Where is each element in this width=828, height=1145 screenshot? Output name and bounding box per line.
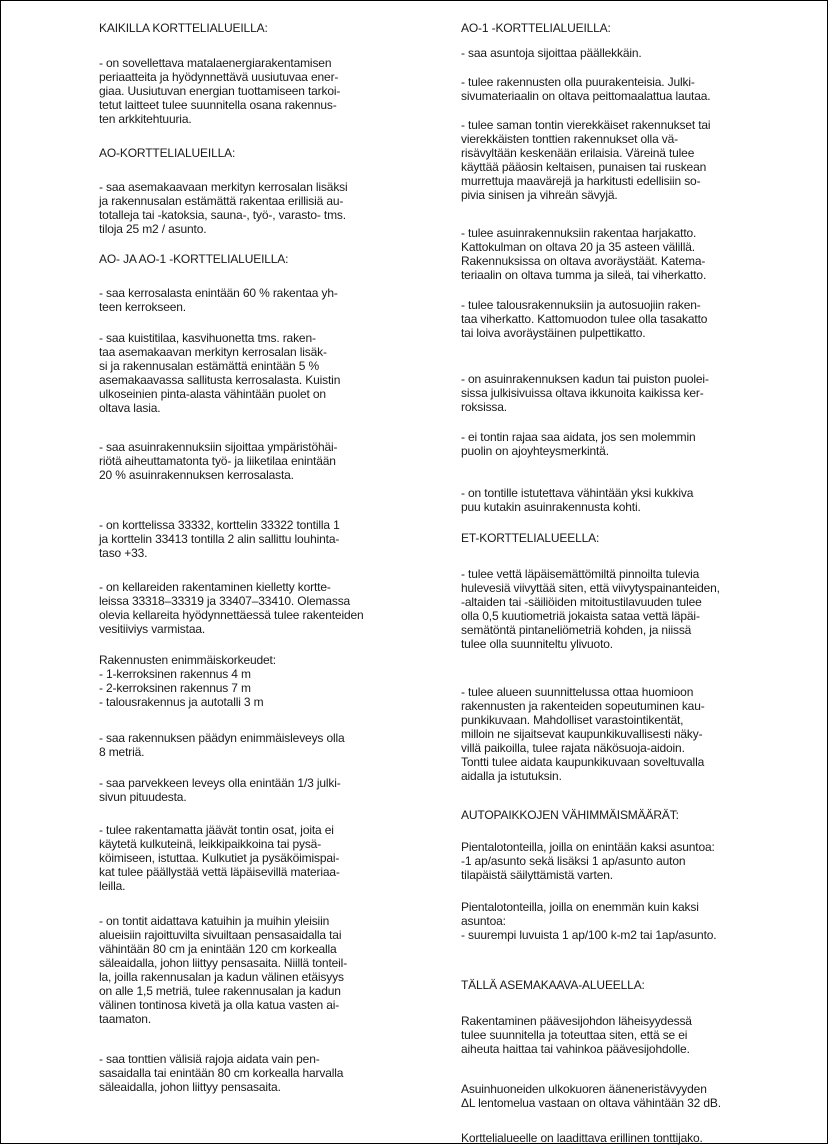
paragraph: - on kellareiden rakentaminen kielletty kortte- leissa 33318–33319 ja 33407–33410. Olemassa olevia kellareita hyödynnettäessä tulee rakenteiden vesitiiviys varmistaa.: [99, 580, 364, 636]
paragraph: - on tontit aidattava katuihin ja muihin yleisiin alueisiin rajoittuvilta sivuiltaan pensasaidalla tai vähintään 80 cm ja enintään 120 cm korkealla säleaidalla, johon liittyy pensasaita. Niillä tonteil- la, joilla rakennusalan ja kadun välinen etäisyys on alle 1,5 metriä, tulee rakennusalan ja kadun välinen tontinosa kivetä ja olla katua vasten ai- taamaton.: [99, 914, 348, 1026]
paragraph: - tulee asuinrakennuksiin rakentaa harjakatto. Kattokulman on oltava 20 ja 35 asteen välillä. Rakennuksissa on oltava avoräystäät. Katema- teriaalin on oltava tumma ja sileä, tai viherkatto.: [461, 226, 707, 282]
section-heading: ET-KORTTELIALUEELLA:: [461, 531, 600, 545]
paragraph: - on asuinrakennuksen kadun tai puiston puolei- sissa julkisivuissa oltava ikkunoita kaikissa ker- roksissa.: [461, 372, 709, 414]
paragraph: - tulee rakennusten olla puurakenteisia. Julki- sivumateriaalin on oltava peittomaalattua lautaa.: [461, 75, 711, 103]
paragraph: - on sovellettava matalaenergiarakentamisen periaatteita ja hyödynnettävä uusiutuvaa ener- giaa. Uusiutuvan energian tuottamiseen tarkoi- tetut laitteet tulee suunnitella osana rakennus- ten arkkitehtuuria.: [99, 56, 341, 126]
paragraph: - on korttelissa 33332, korttelin 33322 tontilla 1 ja korttelin 33413 tontilla 2 alin sallittu louhinta- taso +33.: [99, 518, 340, 560]
paragraph: - tulee rakentamatta jäävät tontin osat, joita ei käytetä kulkuteinä, leikkipaikkoina tai pysä- köimiseen, istuttaa. Kulkutiet ja pysäköimispai- kat tulee päällystää vettä läpäisevillä materiaa- leilla.: [99, 823, 340, 893]
section-heading: AO-KORTTELIALUEILLA:: [99, 146, 236, 160]
section-heading: KAIKILLA KORTTELIALUEILLA:: [99, 21, 268, 35]
paragraph: - saa kerrosalasta enintään 60 % rakentaa yh- teen kerrokseen.: [99, 286, 338, 314]
paragraph: - saa asemakaavaan merkityn kerrosalan lisäksi ja rakennusalan estämättä rakentaa erillisiä au- totalleja tai -katoksia, sauna-, työ-, varasto- tms. tiloja 25 m2 / asunto.: [99, 180, 348, 236]
paragraph: - saa rakennuksen päädyn enimmäisleveys olla 8 metriä.: [99, 731, 345, 759]
section-heading: TÄLLÄ ASEMAKAAVA-ALUEELLA:: [461, 978, 645, 992]
paragraph: Pientalotonteilla, joilla on enemmän kuin kaksi asuntoa: - suurempi luvuista 1 ap/100 k-m2 tai 1ap/asunto.: [461, 900, 717, 942]
paragraph: Korttelialueelle on laadittava erillinen tonttijako.: [461, 1131, 703, 1145]
paragraph: Asuinhuoneiden ulkokuoren ääneneristävyyden ΔL lentomelua vastaan on oltava vähintään 32 dB.: [461, 1082, 721, 1110]
paragraph: - saa kuistitilaa, kasvihuonetta tms. raken- taa asemakaavan merkityn kerrosalan lisäk- si ja rakennusalan estämättä enintään 5 % asemakaavassa sallitusta kerrosalasta. Kuistin ulkoseinien pinta-alasta vähintään puolet on oltava lasia.: [99, 331, 341, 415]
paragraph: Rakennusten enimmäiskorkeudet: - 1-kerroksinen rakennus 4 m - 2-kerroksinen rakennus 7 m - talousrakennus ja autotalli 3 m: [99, 653, 276, 709]
paragraph: - tulee vettä läpäisemättömiltä pinnoilta tulevia hulevesiä viivyttää siten, että viivytyspainanteiden, -altaiden tai -säiliöiden mitoitustilavuuden tulee olla 0,5 kuutiometriä jokaista sataa vettä läpäi- semätöntä pintaneliömetriä kohden, ja niissä tulee olla suunniteltu ylivuoto.: [461, 567, 720, 651]
paragraph: - saa asuinrakennuksiin sijoittaa ympäristöhäi- riötä aiheuttamatonta työ- ja liiketilaa enintään 20 % asuinrakennuksen kerrosalasta.: [99, 440, 338, 482]
paragraph: - saa asuntoja sijoittaa päällekkäin.: [461, 46, 642, 60]
paragraph: - tulee saman tontin vierekkäiset rakennukset tai vierekkäisten tonttien rakennukset olla vä- risävyltään keskenään erilaisia. Väreinä tulee käyttää pääosin keltaisen, punaisen tai ruskean murrettuja maavärejä ja harkitusti edellisiin so- pivia sinisen ja vihreän sävyjä.: [461, 118, 711, 202]
paragraph: - saa parvekkeen leveys olla enintään 1/3 julki- sivun pituudesta.: [99, 776, 341, 804]
paragraph: - tulee talousrakennuksiin ja autosuojiin raken- taa viherkatto. Kattomuodon tulee olla tasakatto tai loiva avoräystäinen pulpettikatto.: [461, 298, 708, 340]
section-heading: AO-1 -KORTTELIALUEILLA:: [461, 21, 611, 35]
paragraph: - on tontille istutettava vähintään yksi kukkiva puu kutakin asuinrakennusta kohti.: [461, 486, 694, 514]
paragraph: - saa tonttien välisiä rajoja aidata vain pen- sasaidalla tai enintään 80 cm korkealla harvalla säleaidalla, johon liittyy pensasaita.: [99, 1052, 344, 1094]
paragraph: Pientalotonteilla, joilla on enintään kaksi asuntoa: -1 ap/asunto sekä lisäksi 1 ap/asunto auton tilapäistä säilyttämistä varten.: [461, 840, 715, 882]
section-heading: AUTOPAIKKOJEN VÄHIMMÄISMÄÄRÄT:: [461, 808, 679, 822]
section-heading: AO- JA AO-1 -KORTTELIALUEILLA:: [99, 252, 289, 266]
paragraph: - ei tontin rajaa saa aidata, jos sen molemmin puolin on ajoyhteysmerkintä.: [461, 430, 696, 458]
paragraph: Rakentaminen päävesijohdon läheisyydessä tulee suunnitella ja toteuttaa siten, että se ei aiheuta haittaa tai vahinkoa päävesijohdolle.: [461, 1014, 692, 1056]
paragraph: - tulee alueen suunnittelussa ottaa huomioon rakennusten ja rakenteiden sopeutuminen kau- punkikuvaan. Mahdolliset varastointikentät, milloin ne sijaitsevat kaupunkikuvallisesti näky- villä paikoilla, tulee rajata näkösuoja-aidoin. Tontti tulee aidata kaupunkikuvaan soveltuvalla aidalla ja istutuksin.: [461, 685, 705, 783]
